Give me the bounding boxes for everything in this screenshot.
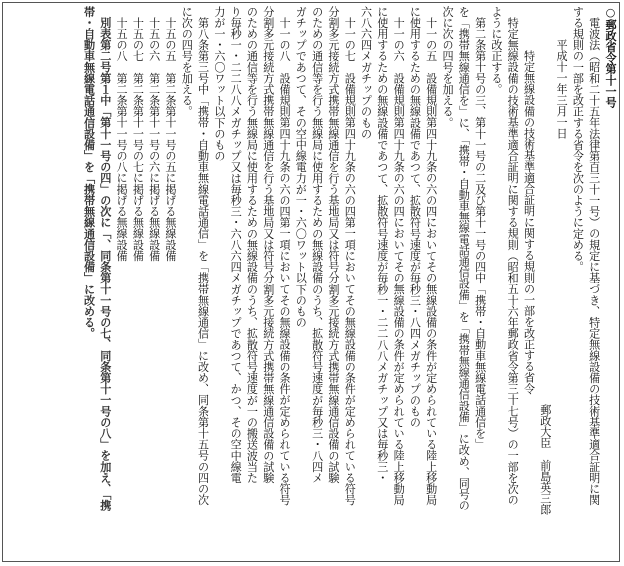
intro-line-2: する規則の一部を改正する省令を次のように定める。 — [571, 6, 585, 273]
body-line: 帯・自動車無線電話通信設備」を「携帯無線通信設備」に改める。 — [82, 6, 96, 339]
body-line: 分割多元接続方式携帯無線通信を行う基地局又は符号分割多元接続方式携帯無線通信設備の試験 — [326, 6, 340, 484]
body-line: 六八六四メガチップのもの — [359, 6, 373, 140]
body-line: 十五の七 第二条第十一号の七に掲げる無線設備 — [131, 17, 145, 262]
intro-line-1: 電波法（昭和二十五年法律第百三十一号）の規定に基づき、特定無線設備の技術基準適合証明に関 — [587, 17, 601, 506]
body-line: ように改正する。 — [489, 6, 503, 95]
body-line: 特定無線設備の技術基準適合証明に関する規則（昭和五十六年郵政省令第三十七号）の一部を次の — [506, 17, 520, 506]
body-line: り毎秒一・二二八八メガチップ又は毎秒三・六八六四メガチップであつて、かつ、その空中線電 — [229, 6, 243, 484]
body-line: 十五の六 第二条第十一号の六に掲げる無線設備 — [147, 17, 161, 262]
body-line: ガチップであつて、その空中線電力が一・六〇ワット以下のもの — [294, 6, 308, 328]
minister-signature: 郵政大臣 前島英三郎 — [538, 404, 552, 515]
ordinance-number: ○郵政省令第十一号 — [604, 6, 617, 108]
body-line: 十五の五 第二条第十一号の五に掲げる無線設備 — [163, 17, 177, 262]
body-line: 十一の七 設備規則第四十九条の六の四第一項においてその無線設備の条件が定められている符号 — [343, 17, 357, 506]
body-line: 力が一・六〇ワット以下のもの — [212, 6, 226, 162]
body-line: 第八条第三号中「携帯・自動車無線電話通信」を「携帯無線通信」に改め、同条第十五号の四の次 — [196, 17, 210, 506]
ordinance-title: 特定無線設備の技術基準適合証明に関する規則の一部を改正する省令 — [522, 50, 536, 395]
body-line: 十五の八 第二条第十一号の八に掲げる無線設備 — [115, 17, 129, 262]
body-line: 別表第二号第１中「第十一号の四」の次に「、同条第十一号の七、同条第十一号の八」を加え、「携 — [98, 17, 112, 512]
body-line: に次の四号を加える。 — [180, 6, 194, 117]
body-line: のための通信等を行う無線局に使用するための無線設備のうち、拡散符号速度が一の搬送波当た — [245, 6, 259, 484]
gazette-page — [10, 6, 618, 554]
body-line: を「携帯無線通信を」に、「携帯・自動車無線電話通信設備」を「携帯無線通信設備」に改め、同号の — [457, 6, 471, 512]
body-line: に使用するための無線設備であつて、拡散符号速度が毎秒三・八四メガチップのもの — [408, 6, 422, 428]
body-line: 分割多元接続方式携帯無線通信を行う基地局又は符号分割多元接続方式携帯無線通信設備の試験 — [261, 6, 275, 484]
body-line: のための通信等を行う無線局に使用するための無線設備のうち、拡散符号速度が毎秒三・八四メ — [310, 6, 324, 484]
body-line: 十一の八 設備規則第四十九条の六の四第一項においてその無線設備の条件が定められている符号 — [278, 17, 292, 506]
body-line: に使用するための無線設備であつて、拡散符号速度が毎秒一・二二八八メガチップ又は毎秒三・ — [375, 6, 389, 484]
date: 平成十一年三月一日 — [555, 39, 569, 140]
body-line: 第二条第十号の三、第十一号の二及び第十一号の四中「携帯・自動車無線電話通信を」 — [473, 17, 487, 450]
body-line: 次に次の四号を加える。 — [441, 6, 455, 129]
body-line: 十一の五 設備規則第四十九条の六の四においてその無線設備の条件が定められている陸上移動局 — [424, 17, 438, 506]
body-line: 十一の六 設備規則第四十九条の六の四においてその無線設備の条件が定められている陸上移動局 — [392, 17, 406, 506]
